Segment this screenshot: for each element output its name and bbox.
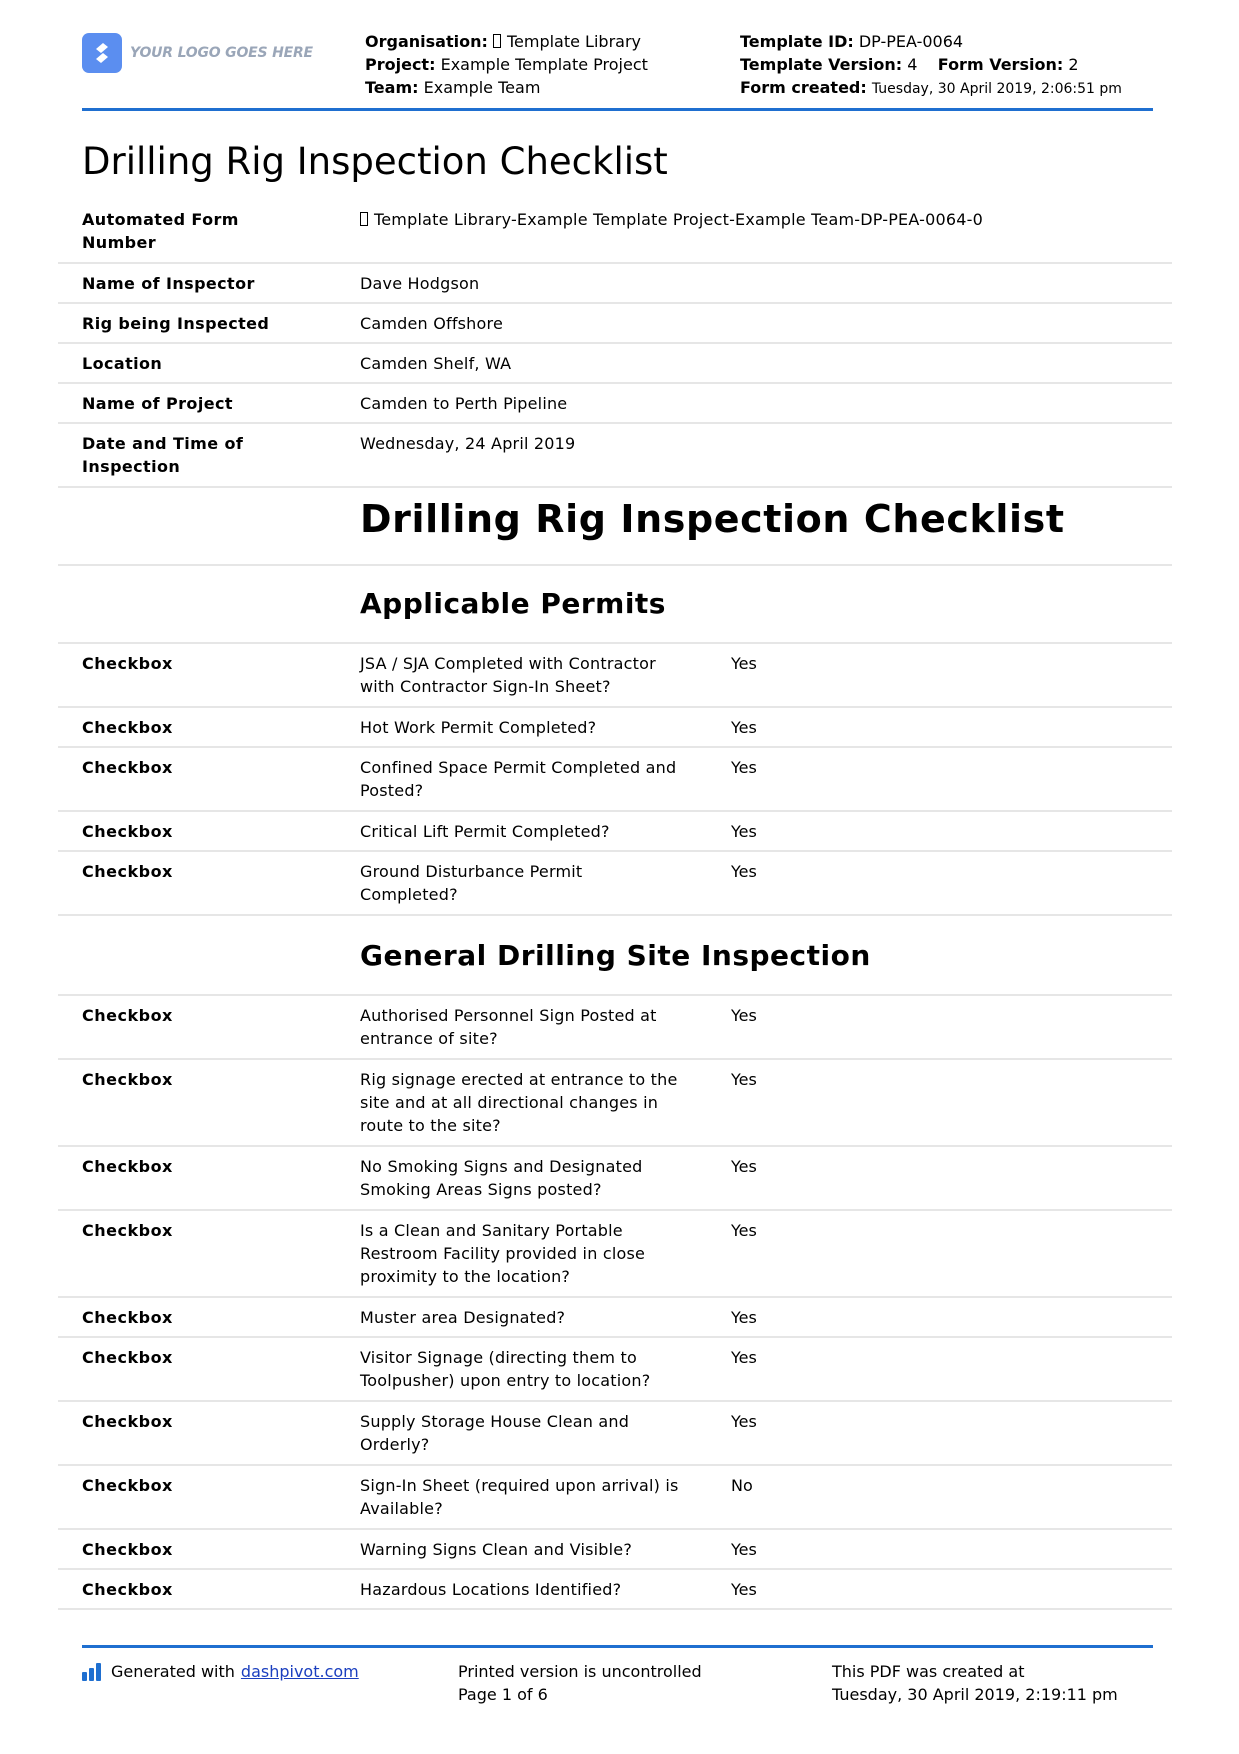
header-project-info (365, 30, 648, 99)
item-answer: Yes (731, 1006, 757, 1025)
item-answer: Yes (731, 1412, 757, 1431)
team-value: Example Team (423, 78, 541, 97)
item-type: Checkbox (82, 822, 173, 841)
checklist-row (58, 1530, 1172, 1570)
item-type: Checkbox (82, 1540, 173, 1559)
table-row (58, 264, 1172, 304)
project-value: Example Template Project (440, 55, 648, 74)
checklist-row (58, 708, 1172, 748)
form-version-label: Form Version: (937, 55, 1064, 74)
template-version-value: 4 (907, 55, 918, 74)
field-value: Template Library-Example Template Project-Example Team-DP-PEA-0064-0 (360, 208, 983, 231)
generated-with (82, 1660, 359, 1683)
table-row (58, 424, 1172, 488)
pdf-created-label: This PDF was created at (832, 1662, 1025, 1681)
item-answer: Yes (731, 1348, 757, 1367)
item-answer: Yes (731, 1308, 757, 1327)
item-question: Ground Disturbance Permit Completed? (360, 862, 583, 904)
form-details-table (58, 200, 1172, 488)
item-type: Checkbox (82, 1476, 173, 1495)
pdf-created-date: Tuesday, 30 April 2019, 2:19:11 pm (832, 1685, 1118, 1704)
company-logo (82, 33, 313, 73)
table-row (58, 384, 1172, 424)
page-number: Page 1 of 6 (458, 1685, 548, 1704)
bar-chart-icon (82, 1663, 103, 1681)
item-answer: Yes (731, 1221, 757, 1240)
item-type: Checkbox (82, 1580, 173, 1599)
item-type: Checkbox (82, 758, 173, 777)
item-question: Muster area Designated? (360, 1308, 566, 1327)
table-row (58, 200, 1172, 264)
item-type: Checkbox (82, 862, 173, 881)
organisation-label: Organisation: (365, 32, 488, 51)
field-label: Name of Inspector (82, 274, 255, 293)
field-label: Date and Time of Inspection (82, 434, 244, 476)
form-created-value: Tuesday, 30 April 2019, 2:06:51 pm (871, 81, 1122, 97)
template-id-value: DP-PEA-0064 (858, 32, 964, 51)
form-version-value: 2 (1068, 55, 1079, 74)
missing-glyph-icon (493, 34, 501, 48)
item-answer: Yes (731, 1540, 757, 1559)
item-type: Checkbox (82, 1070, 173, 1089)
item-question: Critical Lift Permit Completed? (360, 822, 610, 841)
item-question: JSA / SJA Completed with Contractor with Contractor Sign-In Sheet? (360, 654, 656, 696)
checklist-row (58, 996, 1172, 1060)
item-answer: Yes (731, 718, 757, 737)
template-version-label: Template Version: (740, 55, 903, 74)
item-question: Visitor Signage (directing them to Toolpusher) upon entry to location? (360, 1348, 651, 1390)
checklist-row (58, 1211, 1172, 1298)
team-label: Team: (365, 78, 419, 97)
checklist-row (58, 1402, 1172, 1466)
field-value: Dave Hodgson (360, 274, 480, 293)
field-value: Camden to Perth Pipeline (360, 394, 568, 413)
table-row (58, 344, 1172, 384)
item-question: Warning Signs Clean and Visible? (360, 1540, 633, 1559)
checklist-row (58, 1338, 1172, 1402)
field-label: Rig being Inspected (82, 314, 270, 333)
pdf-created (832, 1660, 1118, 1706)
checklist-row (58, 852, 1172, 916)
footer-divider (82, 1645, 1153, 1648)
header-template-info (740, 30, 1122, 101)
section-main-title: Drilling Rig Inspection Checklist (360, 497, 1065, 541)
item-question: No Smoking Signs and Designated Smoking Areas Signs posted? (360, 1157, 643, 1199)
item-answer: Yes (731, 654, 757, 673)
field-value: Camden Offshore (360, 314, 503, 333)
checklist-row (58, 1298, 1172, 1338)
item-answer: Yes (731, 1070, 757, 1089)
project-label: Project: (365, 55, 436, 74)
header-divider (82, 108, 1153, 111)
item-answer: Yes (731, 862, 757, 881)
field-label: Automated Form Number (82, 210, 239, 252)
item-question: Confined Space Permit Completed and Posted? (360, 758, 677, 800)
missing-glyph-icon (360, 212, 368, 226)
item-answer: Yes (731, 822, 757, 841)
form-created-label: Form created: (740, 78, 867, 97)
document-header (82, 30, 1153, 110)
item-type: Checkbox (82, 1308, 173, 1327)
item-question: Hot Work Permit Completed? (360, 718, 597, 737)
field-label: Location (82, 354, 163, 373)
checklist-row (58, 644, 1172, 708)
section-title-general-site: General Drilling Site Inspection (360, 939, 871, 972)
item-type: Checkbox (82, 654, 173, 673)
print-notice (458, 1660, 702, 1706)
item-question: Rig signage erected at entrance to the site and at all directional changes in route to the site? (360, 1070, 678, 1135)
item-question: Is a Clean and Sanitary Portable Restroom Facility provided in close proximity to the location? (360, 1221, 646, 1286)
item-type: Checkbox (82, 1157, 173, 1176)
item-type: Checkbox (82, 1412, 173, 1431)
item-answer: Yes (731, 758, 757, 777)
logo-icon (82, 33, 122, 73)
item-type: Checkbox (82, 1006, 173, 1025)
item-answer: No (731, 1476, 753, 1495)
divider (58, 564, 1172, 566)
item-question: Supply Storage House Clean and Orderly? (360, 1412, 630, 1454)
item-type: Checkbox (82, 1221, 173, 1240)
checklist-row (58, 1570, 1172, 1610)
item-answer: Yes (731, 1157, 757, 1176)
checklist-row (58, 1147, 1172, 1211)
field-value: Camden Shelf, WA (360, 354, 512, 373)
organisation-value: Template Library (506, 32, 641, 51)
field-value: Wednesday, 24 April 2019 (360, 434, 576, 453)
checklist-row (58, 1466, 1172, 1530)
dashpivot-link[interactable]: dashpivot.com (240, 1662, 359, 1681)
table-row (58, 304, 1172, 344)
item-type: Checkbox (82, 1348, 173, 1367)
item-question: Sign-In Sheet (required upon arrival) is Available? (360, 1476, 679, 1518)
section-title-permits: Applicable Permits (360, 587, 666, 620)
item-answer: Yes (731, 1580, 757, 1599)
page-title: Drilling Rig Inspection Checklist (82, 140, 668, 183)
checklist-row (58, 1060, 1172, 1147)
checklist-row (58, 812, 1172, 852)
checklist-row (58, 748, 1172, 812)
generated-prefix: Generated with (111, 1662, 235, 1681)
logo-text: YOUR LOGO GOES HERE (130, 45, 313, 61)
item-question: Hazardous Locations Identified? (360, 1580, 622, 1599)
item-type: Checkbox (82, 718, 173, 737)
template-id-label: Template ID: (740, 32, 854, 51)
field-label: Name of Project (82, 394, 233, 413)
uncontrolled-note: Printed version is uncontrolled (458, 1662, 702, 1681)
item-question: Authorised Personnel Sign Posted at entrance of site? (360, 1006, 657, 1048)
